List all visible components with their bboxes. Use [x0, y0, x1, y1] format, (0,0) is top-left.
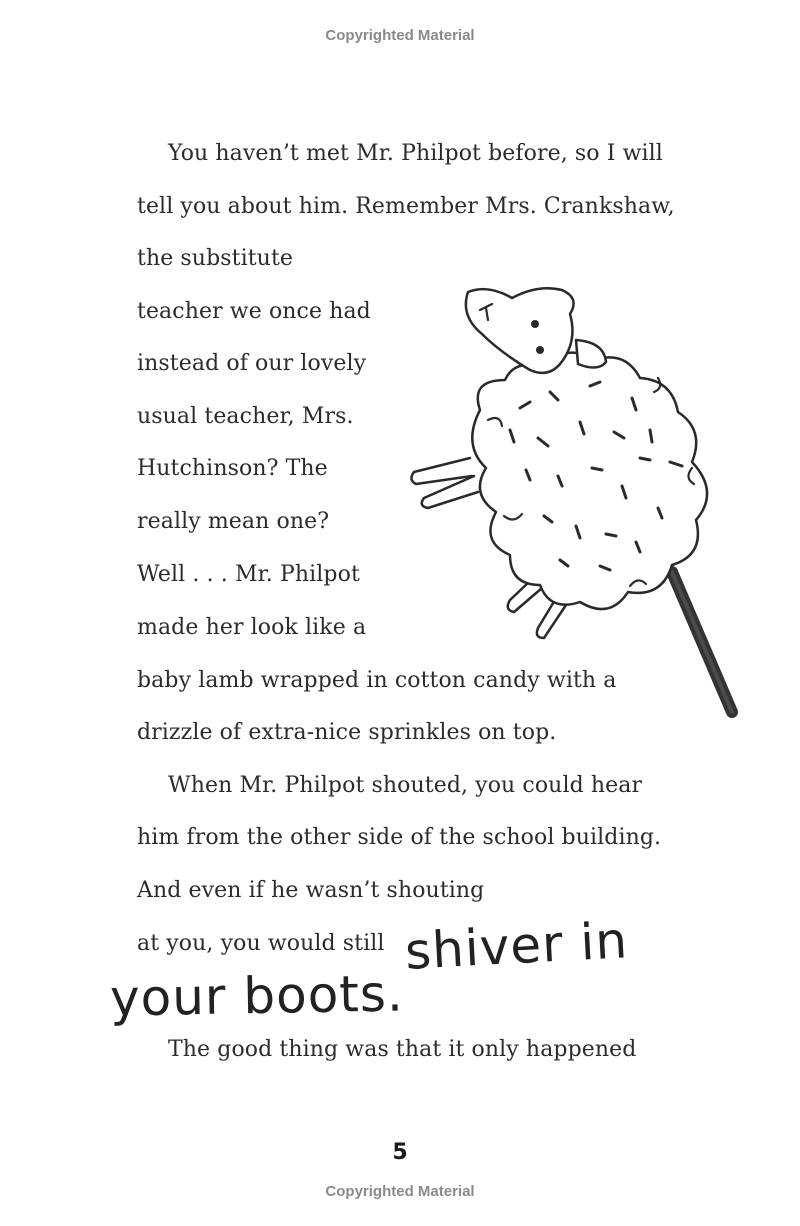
handwritten-your-boots: your boots.	[109, 964, 405, 1028]
body-line: at you, you would still	[137, 931, 385, 956]
body-line: And even if he wasn’t shouting	[137, 878, 485, 903]
body-line: instead of our lovely	[137, 351, 367, 376]
body-line: him from the other side of the school building.	[137, 825, 662, 850]
body-line: When Mr. Philpot shouted, you could hear	[168, 773, 643, 798]
body-line: Hutchinson? The	[137, 456, 328, 481]
body-line: made her look like a	[137, 615, 367, 640]
handwritten-shiver-in: shiver in	[403, 911, 630, 981]
body-line: drizzle of extra-nice sprinkles on top.	[137, 720, 557, 745]
body-line: The good thing was that it only happened	[168, 1037, 637, 1062]
body-line: baby lamb wrapped in cotton candy with a	[137, 668, 617, 693]
body-line: teacher we once had	[137, 299, 371, 324]
body-line: tell you about him. Remember Mrs. Crankshaw,	[137, 194, 675, 219]
body-line: really mean one?	[137, 509, 330, 534]
body-line: You haven’t met Mr. Philpot before, so I will	[168, 141, 663, 166]
copyright-watermark-bottom: Copyrighted Material	[325, 1183, 475, 1200]
page-number: 5	[392, 1140, 408, 1165]
body-line: the substitute	[137, 246, 294, 271]
lamb-head	[466, 288, 574, 373]
body-line: usual teacher, Mrs.	[137, 404, 354, 429]
body-line: Well . . . Mr. Philpot	[137, 562, 360, 587]
candy-stick	[672, 572, 732, 712]
lamb-cotton-candy-illustration	[400, 280, 750, 730]
lamb-ear	[576, 340, 606, 368]
copyright-watermark-top: Copyrighted Material	[325, 27, 475, 44]
